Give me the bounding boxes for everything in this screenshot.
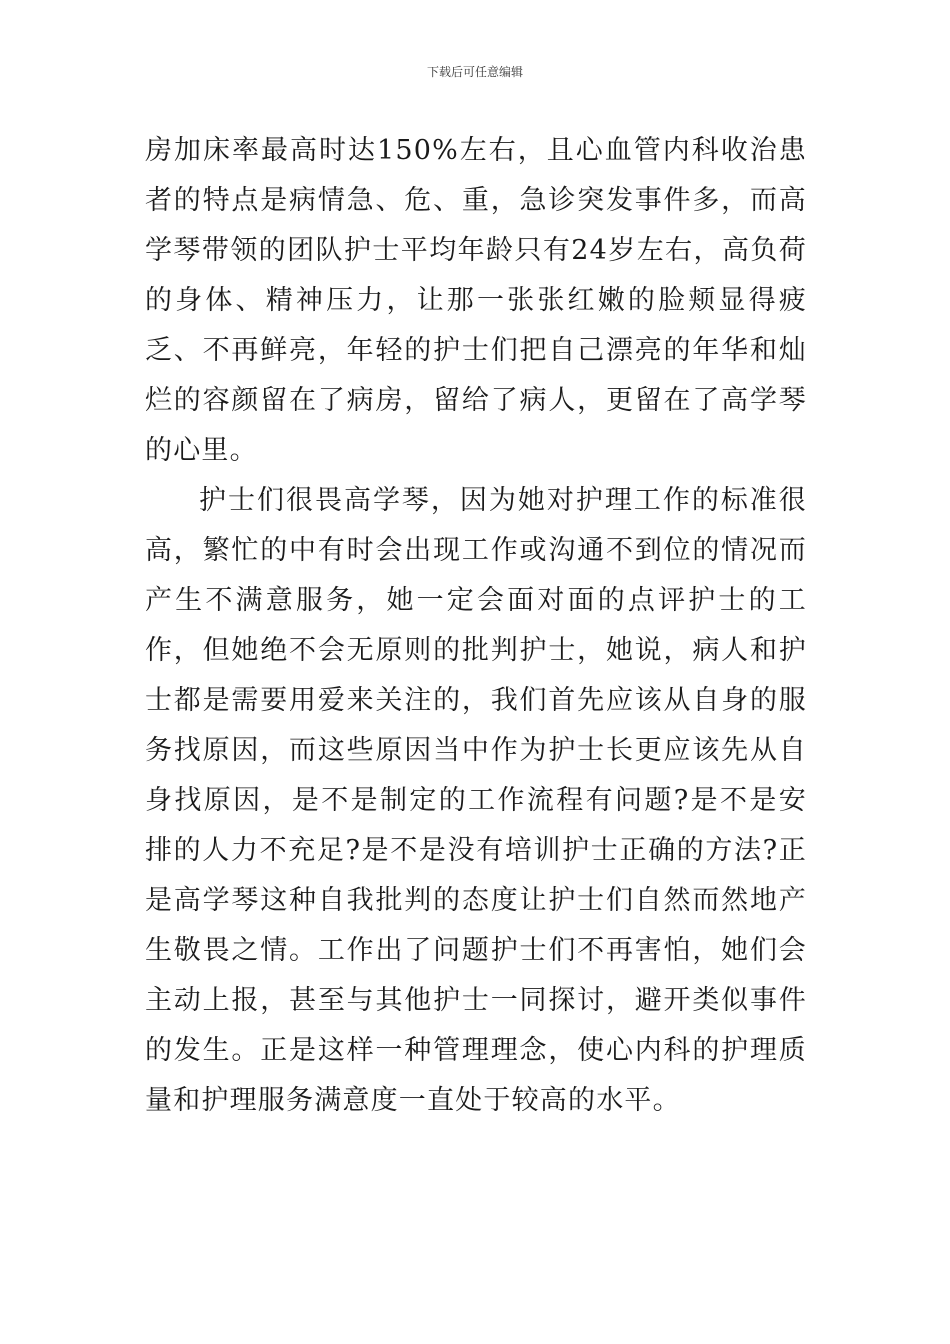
paragraph-continued: 房加床率最高时达150%左右，且心血管内科收治患者的特点是病情急、危、重，急诊突发事件多，而高学琴带领的团队护士平均年龄只有24岁左右，高负荷的身体、精神压力，让那一张张红嫩的脸颊显得疲乏、不再鲜亮，年轻的护士们把自己漂亮的年华和灿烂的容颜留在了病房，留给了病人，更留在了高学琴的心里。 [145, 135, 807, 466]
paragraph-nurses-respect: 护士们很畏高学琴，因为她对护理工作的标准很高，繁忙的中有时会出现工作或沟通不到位的情况而产生不满意服务，她一定会面对面的点评护士的工作，但她绝不会无原则的批判护士，她说，病人和护士都是需要用爱来关注的，我们首先应该从自身的服务找原因，而这些原因当中作为护士长更应该先从自身找原因，是不是制定的工作流程有问题?是不是安排的人力不充足?是不是没有培训护士正确的方法?正是高学琴这种自我批判的态度让护士们自然而然地产生敬畏之情。工作出了问题护士们不再害怕，她们会主动上报，甚至与其他护士一同探讨，避开类似事件的发生。正是这样一种管理理念，使心内科的护理质量和护理服务满意度一直处于较高的水平。 [145, 485, 807, 1116]
document-body [145, 126, 807, 1126]
page-header: 下载后可任意编辑 [426, 65, 523, 79]
